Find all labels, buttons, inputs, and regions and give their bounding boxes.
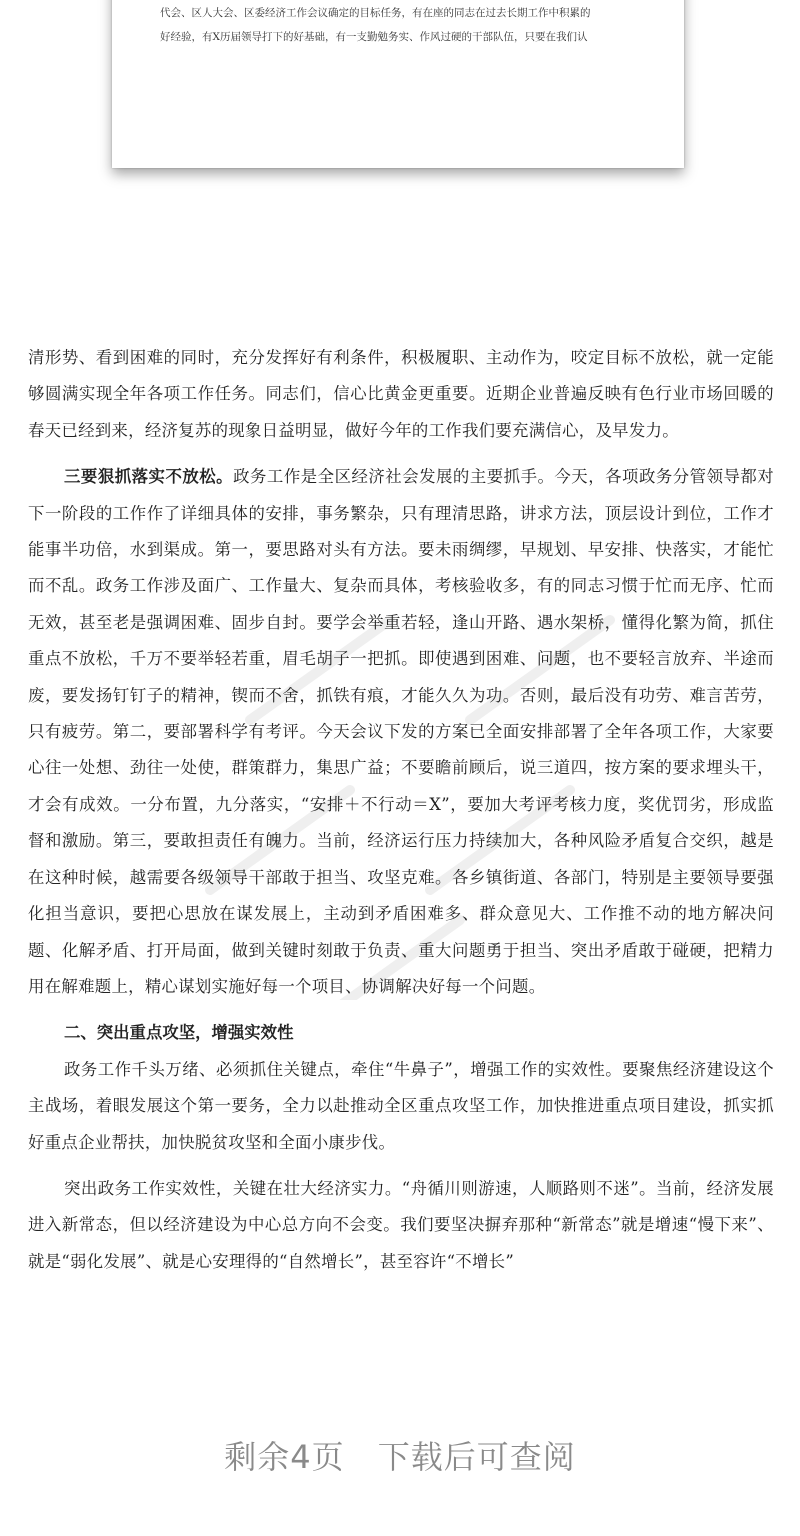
paragraph-3: 政务工作千头万绪、必须抓住关键点，牵住“牛鼻子”，增强工作的实效性。要聚焦经济建设这个主战场，着眼发展这个第一要务，全力以赴推动全区重点攻坚工作，加快推进重点项目建设，抓实抓好重点企业帮扶，加快脱贫攻坚和全面小康步伐。	[28, 1059, 774, 1152]
preview-line-1: 代会、区人大会、区委经济工作会议确定的目标任务，有在座的同志在过去长期工作中积累的	[160, 7, 591, 19]
preview-line-2: 好经验，有X历届领导打下的好基础，有一支勤勉务实、作风过硬的干部队伍，只要在我们认	[160, 31, 588, 43]
paragraph-2-body: 政务工作是全区经济社会发展的主要抓手。今天，各项政务分管领导都对下一阶段的工作作了详细具体的安排，事务繁杂，只有理清思路，讲求方法，顶层设计到位，工作才能事半功倍，水到渠成。第一，要思路对头有方法。要未雨绸缪，早规划、早安排、快落实，才能忙而不乱。政务工作涉及面广、工作量大、复杂而具体，考核验收多，有的同志习惯于忙而无序、忙而无效，甚至老是强调困难、固步自封。要学会举重若轻，逢山开路、遇水架桥，懂得化繁为简，抓住重点不放松，千万不要举轻若重，眉毛胡子一把抓。即使遇到困难、问题，也不要轻言放弃、半途而废，要发扬钉钉子的精神，锲而不舍，抓铁有痕，才能久久为功。否则，最后没有功劳、难言苦劳，只有疲劳。第二，要部署科学有考评。今天会议下发的方案已全面安排部署了全年各项工作，大家要心往一处想、劲往一处使，群策群力，集思广益；不要瞻前顾后，说三道四，按方案的要求埋头干，才会有成效。一分布置，九分落实，“安排＋不行动＝X”，要加大考评考核力度，奖优罚劣，形成监督和激励。第三，要敢担责任有魄力。当前，经济运行压力持续加大，各种风险矛盾复合交织，越是在这种时候，越需要各级领导干部敢于担当、攻坚克难。各乡镇街道、各部门，特别是主要领导要强化担当意识，要把心思放在谋发展上，主动到矛盾困难多、群众意见大、工作推不动的地方解决问题、化解矛盾、打开局面，做到关键时刻敢于负责、重大问题勇于担当、突出矛盾敢于碰硬，把精力用在解难题上，精心谋划实施好每一个项目、协调解决好每一个问题。	[28, 467, 775, 996]
remaining-pages-notice[interactable]: 剩余4页 下载后可查阅	[224, 1438, 576, 1476]
paragraph-1: 清形势、看到困难的同时，充分发挥好有利条件，积极履职、主动作为，咬定目标不放松，就一定能够圆满实现全年各项工作任务。同志们，信心比黄金更重要。近期企业普遍反映有色行业市场回暖的春天已经到来，经济复苏的现象日益明显，做好今年的工作我们要充满信心，及早发力。	[28, 348, 774, 440]
document-body	[28, 340, 774, 1280]
page-preview-card	[112, 0, 684, 168]
paragraph-2-lead: 三要狠抓落实不放松。	[64, 467, 234, 487]
paragraph-4: 突出政务工作实效性，关键在壮大经济实力。“舟循川则游速，人顺路则不迷”。当前，经济发展进入新常态，但以经济建设为中心总方向不会变。我们要坚决摒弃那种“新常态”就是增速“慢下来”、就是“弱化发展”、就是心安理得的“自然增长”，甚至容许“不增长”	[28, 1178, 774, 1271]
section-heading-2: 二、突出重点攻坚，增强实效性	[64, 1023, 294, 1043]
paragraph-2	[28, 459, 774, 1005]
